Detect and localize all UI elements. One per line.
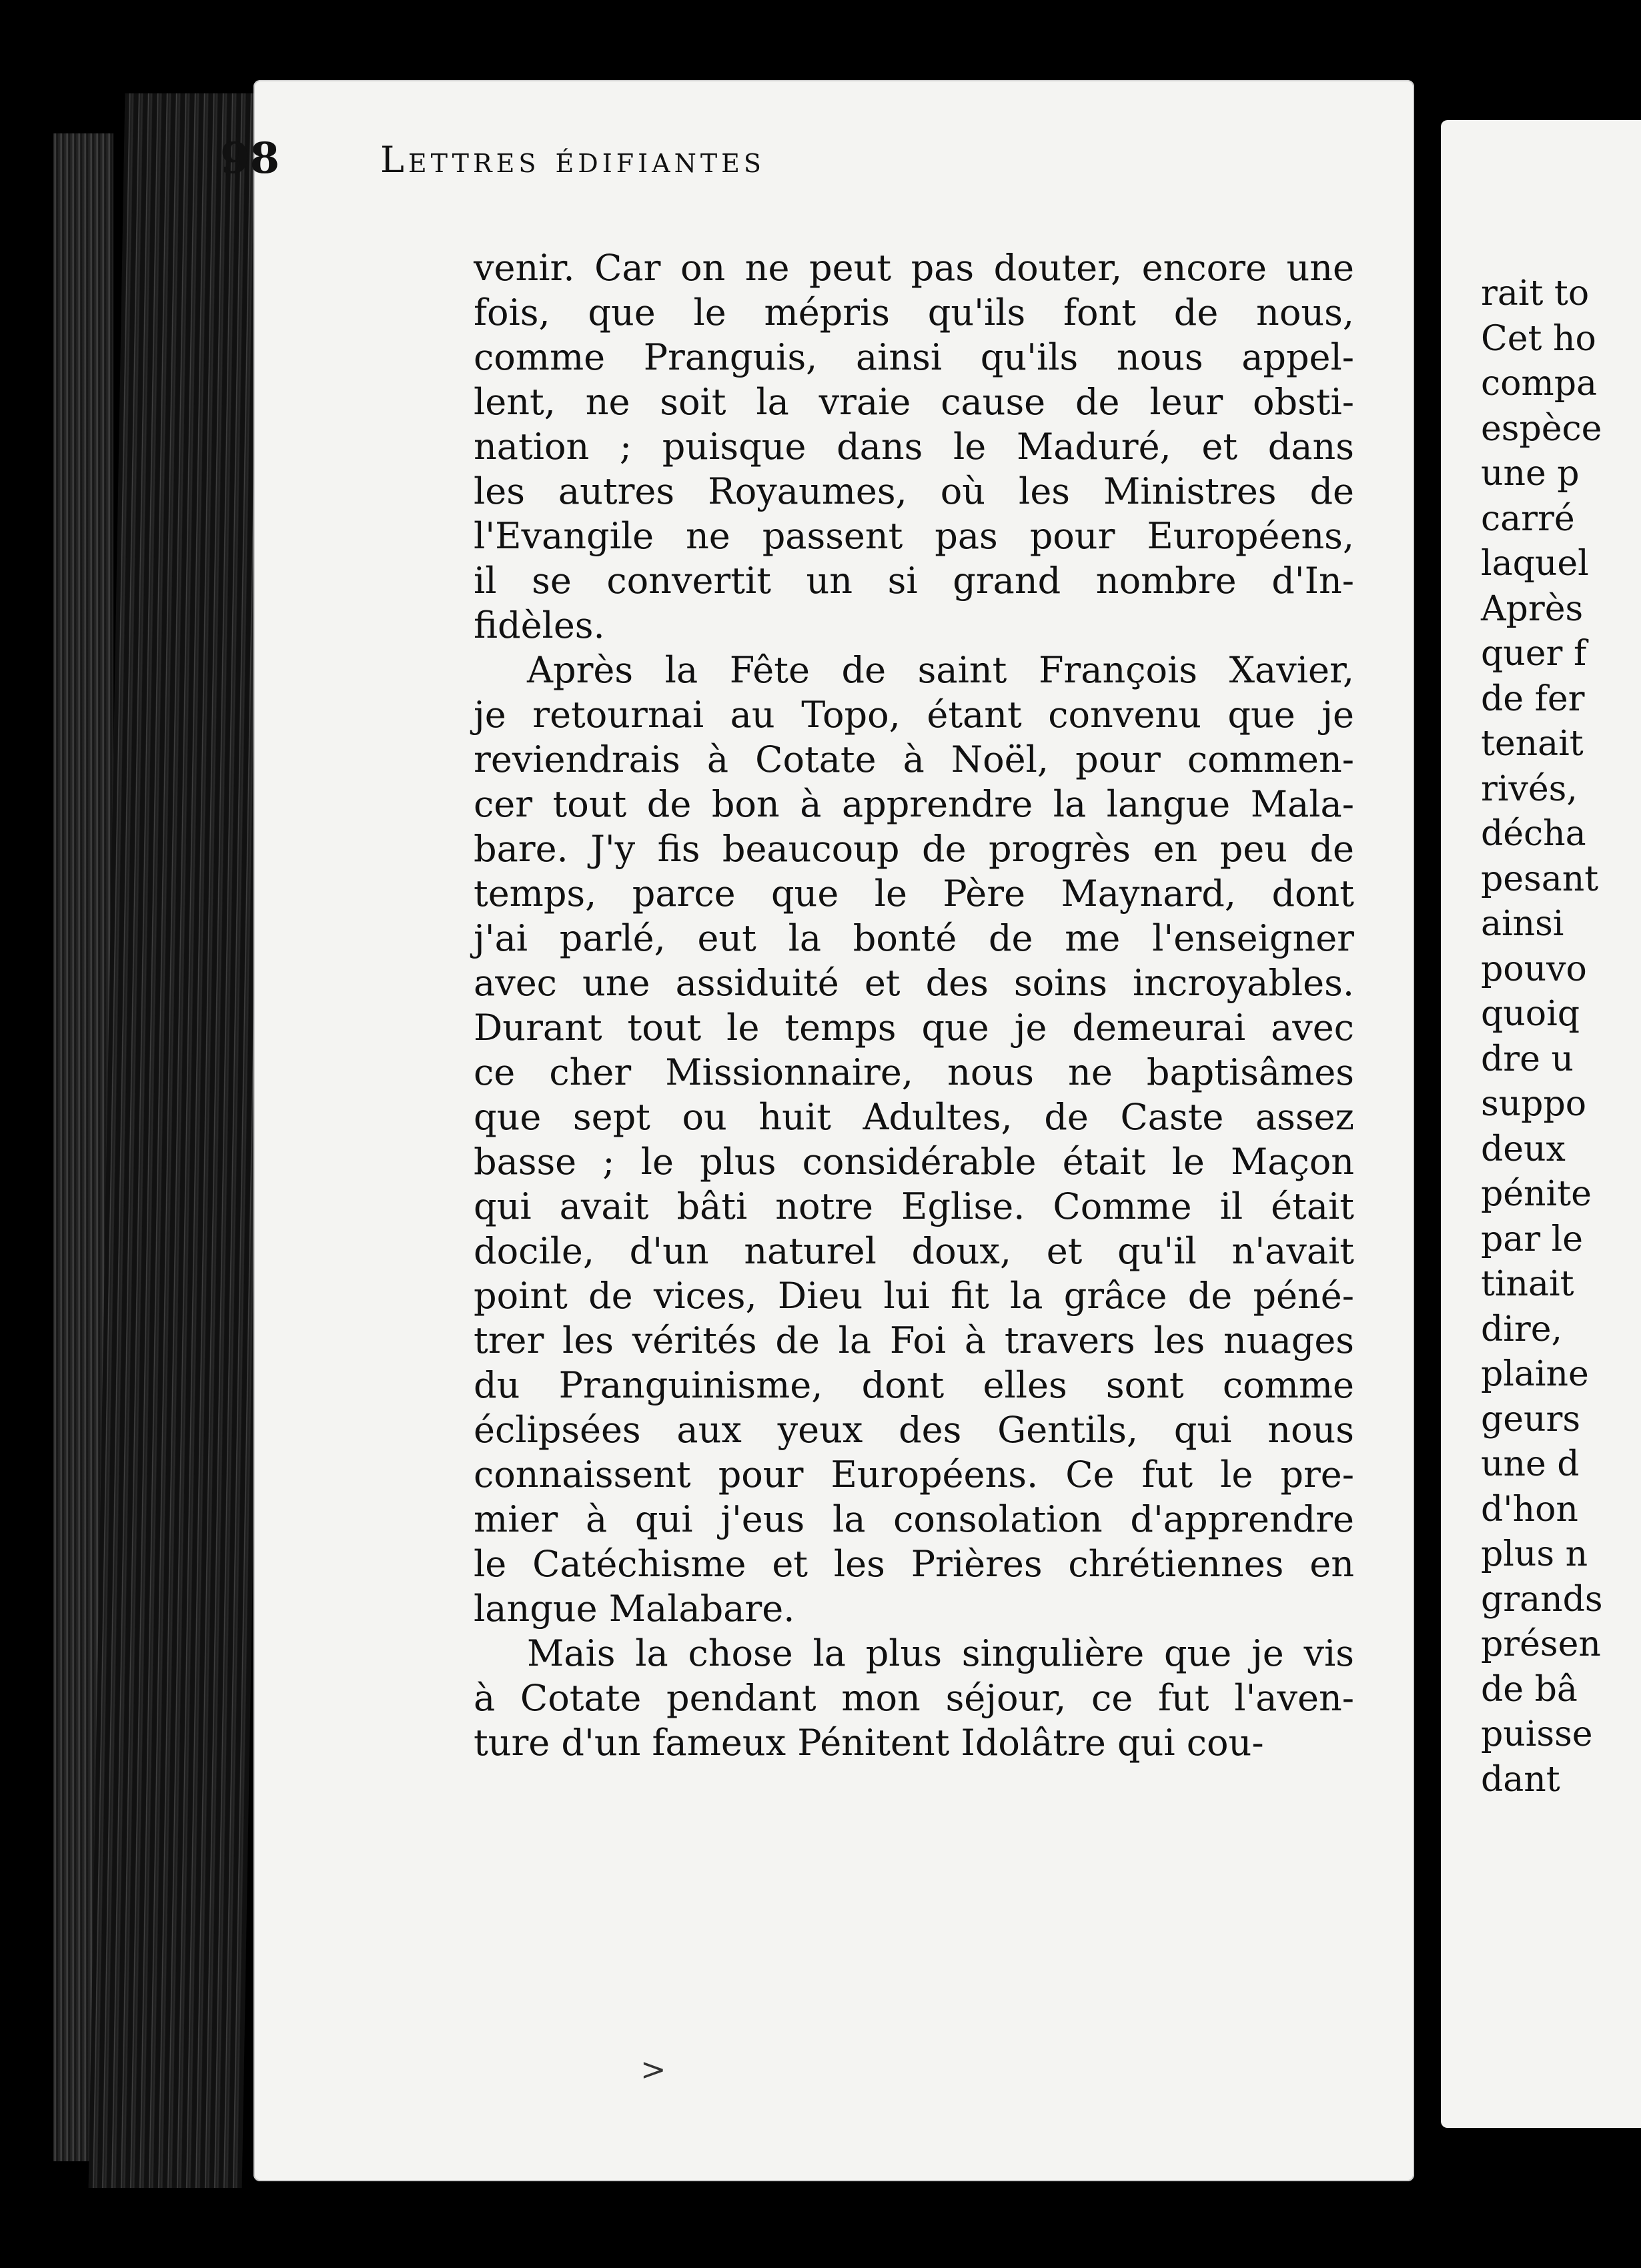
next-page-line: rivés, bbox=[1481, 768, 1578, 809]
next-page-line: présen bbox=[1481, 1624, 1601, 1664]
next-page-line: Cet ho bbox=[1481, 318, 1596, 359]
next-page-line: pouvo bbox=[1481, 949, 1587, 989]
running-title: Lettres édifiantes bbox=[380, 139, 765, 181]
text-line: venir. Car on ne peut pas douter, encore une bbox=[474, 247, 1354, 289]
next-page-line: grands bbox=[1481, 1579, 1603, 1620]
next-page-line: pénite bbox=[1481, 1174, 1592, 1214]
next-page-line: compa bbox=[1481, 364, 1598, 404]
next-page-line: tinait bbox=[1481, 1264, 1574, 1304]
text-line: éclipsées aux yeux des Gentils, qui nous bbox=[474, 1409, 1354, 1451]
next-page-line: tenait bbox=[1481, 724, 1584, 764]
book-fore-edge bbox=[89, 93, 279, 2188]
text-line: cer tout de bon à apprendre la langue Mala- bbox=[474, 783, 1354, 825]
next-page-line: une p bbox=[1481, 454, 1580, 494]
text-line: à Cotate pendant mon séjour, ce fut l'aven- bbox=[474, 1677, 1354, 1719]
next-page-line: pesant bbox=[1481, 859, 1599, 899]
text-line: que sept ou huit Adultes, de Caste assez bbox=[474, 1096, 1354, 1138]
text-line: il se convertit un si grand nombre d'In- bbox=[474, 560, 1354, 602]
text-line: connaissent pour Européens. Ce fut le pre- bbox=[474, 1454, 1354, 1496]
text-line: langue Malabare. bbox=[474, 1588, 795, 1630]
text-line: j'ai parlé, eut la bonté de me l'enseigner bbox=[474, 917, 1354, 959]
next-page-line: plaine bbox=[1481, 1354, 1589, 1394]
text-line: du Pranguinisme, dont elles sont comme bbox=[474, 1364, 1354, 1406]
text-line: Après la Fête de saint François Xavier, bbox=[527, 649, 1354, 691]
next-page-line: dire, bbox=[1481, 1309, 1563, 1349]
text-line: ture d'un fameux Pénitent Idolâtre qui cou- bbox=[474, 1722, 1264, 1764]
text-line: lent, ne soit la vraie cause de leur obsti- bbox=[474, 381, 1354, 423]
text-line: je retournai au Topo, étant convenu que je bbox=[474, 694, 1354, 736]
text-line: reviendrais à Cotate à Noël, pour commen- bbox=[474, 738, 1354, 780]
next-page-line: quoiq bbox=[1481, 994, 1580, 1034]
text-line: Durant tout le temps que je demeurai avec bbox=[474, 1007, 1354, 1049]
text-line: les autres Royaumes, où les Ministres de bbox=[474, 470, 1354, 512]
text-line: ce cher Missionnaire, nous ne baptisâmes bbox=[474, 1051, 1354, 1093]
body-text bbox=[474, 245, 1354, 1765]
right-page-fragment bbox=[1441, 120, 1641, 2128]
next-page-line: par le bbox=[1481, 1219, 1584, 1259]
text-line: temps, parce que le Père Maynard, dont bbox=[474, 873, 1354, 915]
text-line: avec une assiduité et des soins incroyables. bbox=[474, 962, 1354, 1004]
text-line: Mais la chose la plus singulière que je vis bbox=[527, 1632, 1354, 1674]
text-line: mier à qui j'eus la consolation d'apprendre bbox=[474, 1498, 1354, 1540]
text-line: le Catéchisme et les Prières chrétiennes en bbox=[474, 1543, 1354, 1585]
text-line: trer les vérités de la Foi à travers les nuages bbox=[474, 1319, 1354, 1361]
next-page-line: de fer bbox=[1481, 678, 1585, 719]
text-line: fois, que le mépris qu'ils font de nous, bbox=[474, 292, 1354, 334]
next-page-line: d'hon bbox=[1481, 1489, 1578, 1530]
next-page-line: carré bbox=[1481, 498, 1575, 539]
text-line: basse ; le plus considérable était le Maçon bbox=[474, 1141, 1354, 1183]
next-page-line: une d bbox=[1481, 1444, 1580, 1484]
text-line: l'Evangile ne passent pas pour Européens, bbox=[474, 515, 1354, 557]
text-line: docile, d'un naturel doux, et qu'il n'avait bbox=[474, 1230, 1354, 1272]
next-page-line: rait to bbox=[1481, 273, 1590, 314]
next-page-line: de bâ bbox=[1481, 1669, 1578, 1710]
text-line: qui avait bâti notre Eglise. Comme il était bbox=[474, 1185, 1354, 1227]
text-line: bare. J'y fis beaucoup de progrès en peu de bbox=[474, 828, 1354, 870]
text-line: nation ; puisque dans le Maduré, et dans bbox=[474, 426, 1354, 468]
next-page-line: deux bbox=[1481, 1129, 1566, 1169]
next-page-line: espèce bbox=[1481, 408, 1602, 449]
next-page-line: puisse bbox=[1481, 1714, 1593, 1754]
next-page-line: ainsi bbox=[1481, 904, 1564, 944]
next-page-line: quer f bbox=[1481, 634, 1587, 674]
next-page-line: Après bbox=[1481, 588, 1584, 629]
text-line: comme Pranguis, ainsi qu'ils nous appel- bbox=[474, 336, 1354, 378]
next-page-line: décha bbox=[1481, 814, 1586, 854]
next-page-line: dant bbox=[1481, 1759, 1560, 1800]
next-page-line: plus n bbox=[1481, 1534, 1588, 1574]
text-line: point de vices, Dieu lui fit la grâce de péné- bbox=[474, 1275, 1354, 1317]
page-number: 98 bbox=[220, 133, 280, 183]
page-header bbox=[220, 120, 1154, 187]
next-page-line: geurs bbox=[1481, 1399, 1581, 1440]
next-page-line: suppo bbox=[1481, 1084, 1587, 1124]
next-page-line: laquel bbox=[1481, 544, 1589, 584]
text-line: fidèles. bbox=[474, 604, 605, 646]
next-page-line: dre u bbox=[1481, 1039, 1574, 1079]
stray-mark: > bbox=[640, 2051, 666, 2087]
